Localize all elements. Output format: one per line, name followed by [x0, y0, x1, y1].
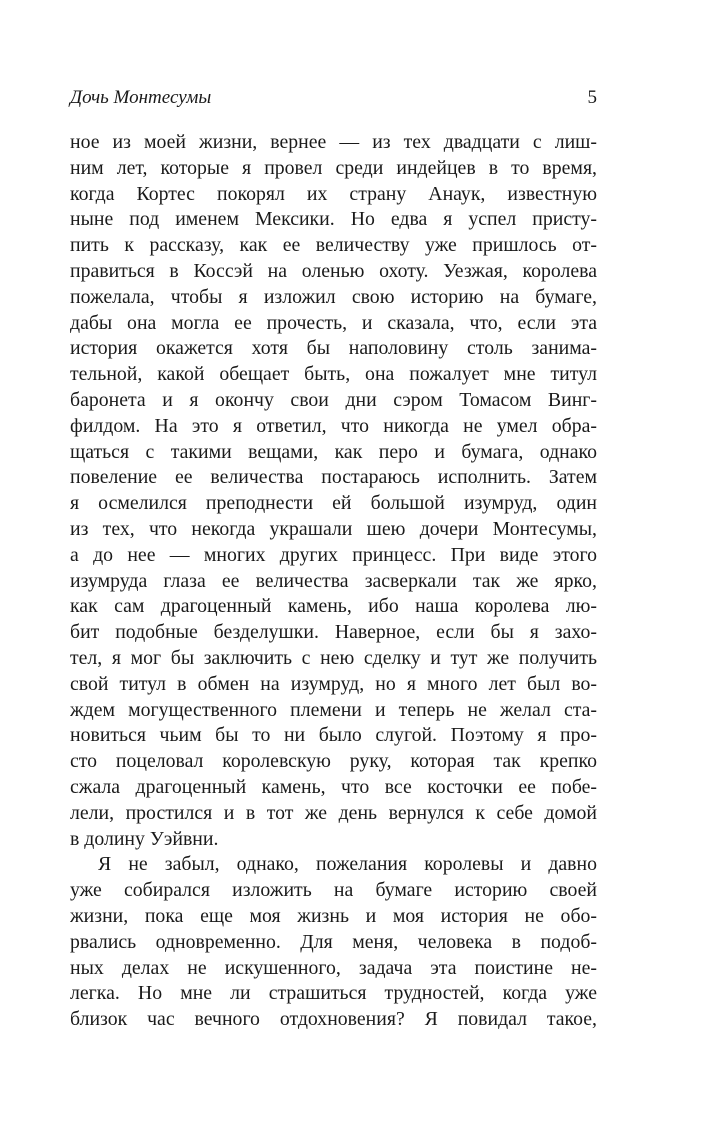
text-line: уже собирался изложить на бумаге историю своей — [70, 879, 597, 902]
text-line: жизни, пока еще моя жизнь и моя история не обо- — [70, 904, 597, 927]
text-line: ных делах не искушенного, задача эта поистине не- — [70, 956, 597, 979]
text-line: история окажется хотя бы наполовину столь занима- — [70, 337, 597, 360]
text-line: новиться чьим бы то ни было слугой. Поэтому я про- — [70, 724, 597, 747]
book-title: Дочь Монтесумы — [70, 87, 212, 108]
page-number: 5 — [587, 87, 597, 108]
text-line: филдом. На это я ответил, что никогда не умел обра- — [70, 414, 597, 437]
paragraph-1 — [70, 130, 597, 852]
text-line: свой титул в обмен на изумруд, но я много лет был во- — [70, 672, 597, 695]
text-line: сто поцеловал королевскую руку, которая так крепко — [70, 750, 597, 773]
text-line: когда Кортес покорял их страну Анаук, известную — [70, 182, 597, 205]
text-line: в долину Уэйвни. — [70, 827, 219, 850]
text-line: дабы она могла ее прочесть, и сказала, что, если эта — [70, 311, 597, 334]
text-line: баронета и я окончу свои дни сэром Томасом Винг- — [70, 388, 597, 411]
text-line: как сам драгоценный камень, ибо наша королева лю- — [70, 595, 597, 618]
text-line: повеление ее величества постараюсь исполнить. Затем — [70, 466, 597, 489]
text-line: правиться в Коссэй на оленью охоту. Уезжая, королева — [70, 259, 597, 282]
text-line: ныне под именем Мексики. Но едва я успел присту- — [70, 208, 597, 231]
running-header — [70, 85, 597, 111]
text-line: тел, я мог бы заключить с нею сделку и тут же получить — [70, 646, 597, 669]
text-line: рвались одновременно. Для меня, человека в подоб- — [70, 930, 597, 953]
text-line: ждем могущественного племени и теперь не желал ста- — [70, 698, 597, 721]
text-line: пожелала, чтобы я изложил свою историю на бумаге, — [70, 285, 597, 308]
text-line: ним лет, которые я провел среди индейцев в то время, — [70, 156, 597, 179]
text-line: а до нее — многих других принцесс. При виде этого — [70, 543, 597, 566]
text-line: щаться с такими вещами, как перо и бумага, однако — [70, 440, 597, 463]
paragraph-2 — [70, 852, 597, 1033]
text-line: Я не забыл, однако, пожелания королевы и давно — [98, 853, 597, 876]
text-line: ное из моей жизни, вернее — из тех двадцати с лиш- — [70, 131, 597, 153]
text-line: близок час вечного отдохновения? Я повидал такое, — [70, 1008, 597, 1031]
text-line: легка. Но мне ли страшиться трудностей, когда уже — [70, 982, 597, 1005]
text-line: из тех, что некогда украшали шею дочери Монтесумы, — [70, 517, 597, 540]
text-line: сжала драгоценный камень, что все косточки ее побе- — [70, 775, 597, 798]
body-text — [70, 130, 597, 1033]
text-line: я осмелился преподнести ей большой изумруд, один — [70, 492, 597, 515]
text-line: пить к рассказу, как ее величеству уже пришлось от- — [70, 234, 597, 257]
text-line: лели, простился и в тот же день вернулся к себе домой — [70, 801, 597, 824]
text-line: изумруда глаза ее величества засверкали так же ярко, — [70, 569, 597, 592]
text-line: тельной, какой обещает быть, она пожалует мне титул — [70, 363, 597, 386]
text-line: бит подобные безделушки. Наверное, если бы я захо- — [70, 621, 597, 644]
